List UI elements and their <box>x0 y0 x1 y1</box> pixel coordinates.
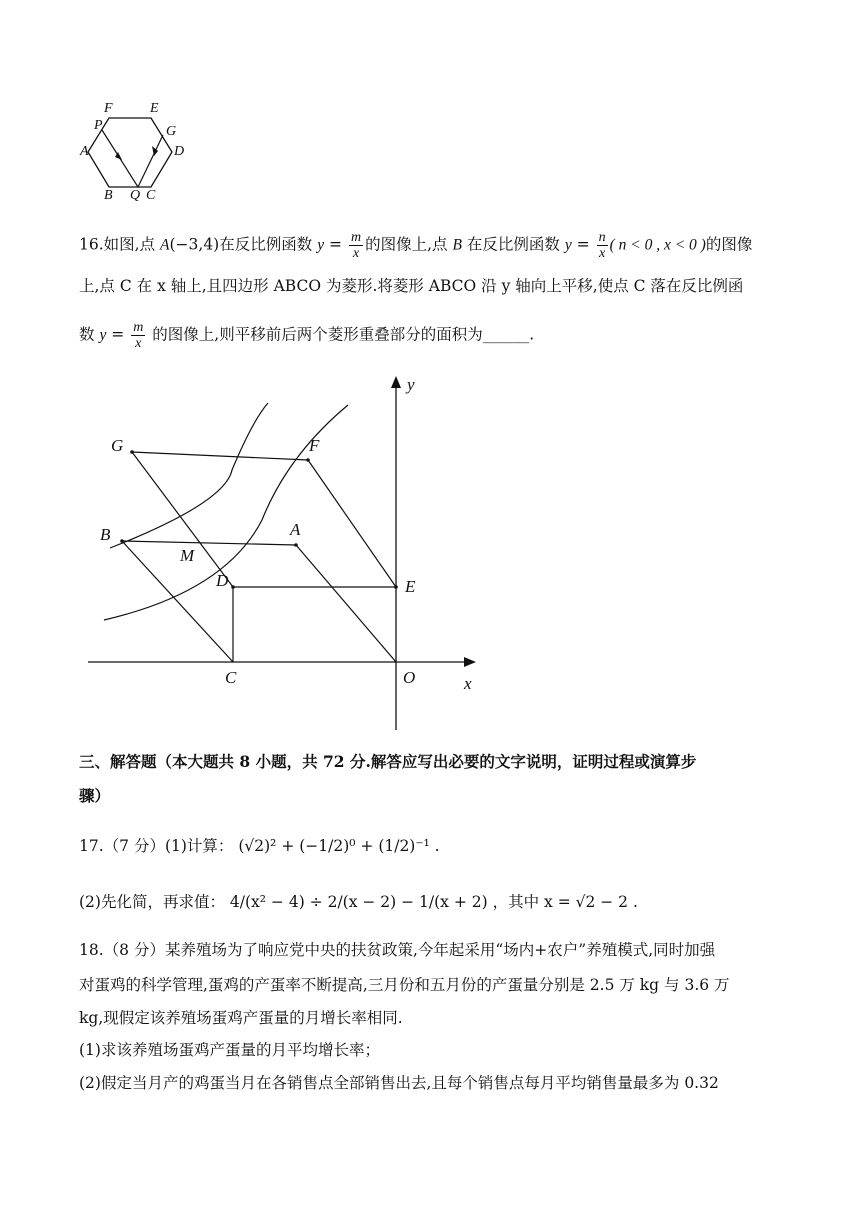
q16-line-3 <box>79 320 534 351</box>
q17-p1-expression: (√2)² + (−1/2)⁰ + (1/2)⁻¹ . <box>238 837 440 855</box>
label-Q: Q <box>130 188 141 203</box>
section-3-heading-cont: 骤） <box>79 786 111 805</box>
fig-label-G: G <box>111 436 124 455</box>
label-B: B <box>104 188 113 203</box>
q18-line-5: (2)假定当月产的鸡蛋当月在各销售点全部销售出去,且每个销售点每月平均销售量最多为 0.32 <box>79 1074 719 1092</box>
frac-num: m <box>133 320 144 335</box>
q16-text-7: 的图像上,则平移前后两个菱形重叠部分的面积为______. <box>152 325 535 344</box>
q16-text-3: 的图像上,点 <box>365 235 448 254</box>
q16-text-5: 的图像 <box>705 235 753 254</box>
label-E: E <box>150 101 159 116</box>
q18-line-4: (1)求该养殖场蛋鸡产蛋量的月平均增长率； <box>79 1041 380 1059</box>
label-A: A <box>80 144 89 159</box>
label-G: G <box>166 124 177 139</box>
q16-text-6: 数 <box>79 325 95 344</box>
label-P: P <box>94 118 103 133</box>
frac-den: x <box>352 246 360 261</box>
q16-frac-n-x <box>597 230 608 261</box>
hexagon-figure <box>78 100 198 210</box>
q16-line-1 <box>79 230 752 261</box>
fig-label-A: A <box>290 520 301 539</box>
rhombus-figure <box>80 370 500 735</box>
q16-text-2: 在反比例函数 <box>219 235 313 254</box>
fig-label-C: C <box>225 668 237 687</box>
section-3-heading: 三、解答题（本大题共 8 小题，共 72 分.解答应写出必要的文字说明，证明过程或演算步 <box>79 752 697 771</box>
q17-p1-text: 17.（7 分）(1)计算： <box>79 837 234 855</box>
frac-den: x <box>598 246 606 261</box>
fig-label-x: x <box>464 674 472 693</box>
q16-eq: = <box>329 235 343 254</box>
fig-label-y: y <box>407 375 415 394</box>
fig-label-E: E <box>405 577 416 596</box>
q16-y-3: y <box>99 326 107 344</box>
q18-line-2: 对蛋鸡的科学管理,蛋鸡的产蛋率不断提高,三月份和五月份的产蛋量分别是 2.5 万 kg 与 3.6 万 <box>79 976 730 994</box>
q16-frac-m-x-2 <box>131 320 145 351</box>
fig-label-M: M <box>180 546 195 565</box>
q16-number: 16. <box>79 235 104 254</box>
fig-label-F: F <box>309 436 320 455</box>
q18-line-3: kg,现假定该养殖场蛋鸡产蛋量的月增长率相同. <box>79 1009 403 1027</box>
frac-num: m <box>350 230 362 245</box>
fig-label-D: D <box>216 571 229 590</box>
label-C: C <box>146 188 156 203</box>
q16-y: y <box>317 236 325 254</box>
q16-text-4: 在反比例函数 <box>466 235 560 254</box>
rhombus-svg <box>80 370 500 735</box>
q17-part-1 <box>79 836 440 856</box>
q16-eq-2: = <box>576 235 590 254</box>
frac-den: x <box>135 336 142 351</box>
q18-line-1: 18.（8 分）某养殖场为了响应党中央的扶贫政策,今年起采用“场内+农户”养殖模式,同时加强 <box>79 941 716 959</box>
q16-frac-m-x <box>349 230 363 261</box>
q16-point-b: B <box>452 236 462 254</box>
label-D: D <box>174 144 185 159</box>
fig-label-B: B <box>100 525 111 544</box>
q16-text-1: 如图,点 <box>103 235 156 254</box>
q16-line-2: 上,点 C 在 x 轴上,且四边形 ABCO 为菱形.将菱形 ABCO 沿 y 轴向上平移,使点 C 落在反比例函 <box>79 277 744 295</box>
q16-coord-a: (−3,4) <box>169 235 220 254</box>
q16-point-a: A <box>160 236 170 254</box>
q16-eq-3: = <box>111 325 125 344</box>
q17-part-2 <box>79 892 638 912</box>
q17-p2-text: (2)先化简，再求值： <box>79 893 225 911</box>
q16-y-2: y <box>564 236 572 254</box>
fig-label-O: O <box>403 668 416 687</box>
frac-num: n <box>598 230 606 245</box>
q16-condition: ( n < 0 , x < 0 ) <box>609 236 706 254</box>
label-F: F <box>104 101 113 116</box>
q17-p2-expression: 4/(x² − 4) ÷ 2/(x − 2) − 1/(x + 2) ，其中 x = √2 − 2 . <box>229 893 638 911</box>
